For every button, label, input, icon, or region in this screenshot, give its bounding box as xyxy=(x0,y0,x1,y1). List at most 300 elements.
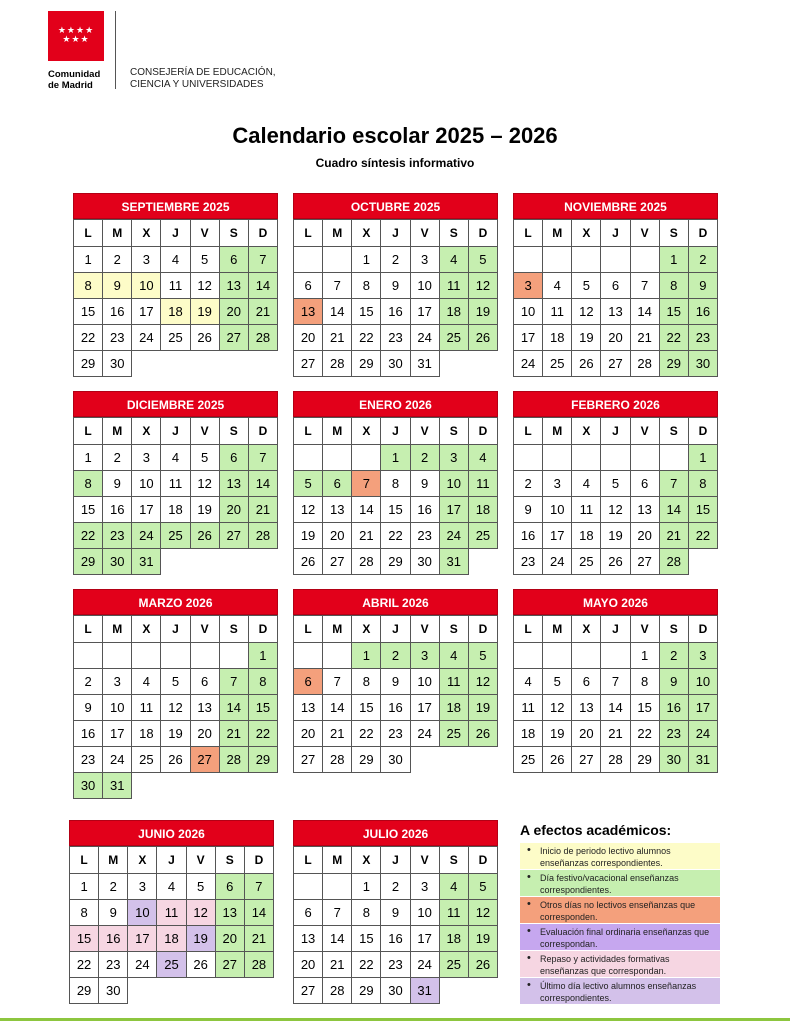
empty-cell xyxy=(323,247,352,273)
day-cell: 2 xyxy=(103,445,132,471)
day-cell: 25 xyxy=(161,325,190,351)
day-cell: 9 xyxy=(381,273,410,299)
empty-cell xyxy=(468,747,497,773)
day-cell: 25 xyxy=(439,721,468,747)
month-calendar xyxy=(73,391,278,575)
day-cell: 28 xyxy=(601,747,630,773)
legend-item: • Evaluación final ordinaria enseñanzas que correspondan. xyxy=(520,924,720,950)
day-cell: 8 xyxy=(659,273,688,299)
weekday-header: X xyxy=(572,220,601,247)
day-cell: 27 xyxy=(294,978,323,1004)
weekday-header: D xyxy=(248,418,277,445)
month-header: FEBRERO 2026 xyxy=(513,391,718,417)
day-cell: 29 xyxy=(352,978,381,1004)
day-cell: 26 xyxy=(468,721,497,747)
day-cell: 4 xyxy=(161,247,190,273)
weekday-header: S xyxy=(219,616,248,643)
weekday-header: D xyxy=(468,220,497,247)
weekday-header: D xyxy=(244,847,273,874)
empty-cell xyxy=(190,773,219,799)
day-cell: 2 xyxy=(410,445,439,471)
day-cell: 6 xyxy=(572,669,601,695)
day-cell: 25 xyxy=(132,747,161,773)
weekday-header: L xyxy=(74,418,103,445)
weekday-header: M xyxy=(543,220,572,247)
day-cell: 29 xyxy=(352,747,381,773)
day-cell: 19 xyxy=(543,721,572,747)
day-cell: 23 xyxy=(99,952,128,978)
day-cell: 15 xyxy=(74,299,103,325)
day-cell: 19 xyxy=(161,721,190,747)
day-cell: 17 xyxy=(128,926,157,952)
day-cell: 4 xyxy=(543,273,572,299)
day-cell: 13 xyxy=(294,695,323,721)
day-cell: 16 xyxy=(381,299,410,325)
day-cell: 30 xyxy=(103,351,132,377)
day-cell: 11 xyxy=(161,273,190,299)
day-cell: 25 xyxy=(514,747,543,773)
day-cell: 12 xyxy=(601,497,630,523)
day-cell: 30 xyxy=(103,549,132,575)
empty-cell xyxy=(132,351,161,377)
weekday-header: M xyxy=(323,220,352,247)
day-cell: 8 xyxy=(381,471,410,497)
day-cell: 31 xyxy=(132,549,161,575)
weekday-header: M xyxy=(323,847,352,874)
month-calendar xyxy=(73,193,278,377)
day-cell: 17 xyxy=(410,695,439,721)
day-cell: 13 xyxy=(572,695,601,721)
day-cell: 12 xyxy=(572,299,601,325)
day-cell: 3 xyxy=(410,874,439,900)
day-cell: 5 xyxy=(161,669,190,695)
month-grid xyxy=(513,219,718,377)
day-cell: 5 xyxy=(572,273,601,299)
day-cell: 30 xyxy=(381,747,410,773)
day-cell: 31 xyxy=(410,978,439,1004)
weekday-header: S xyxy=(439,418,468,445)
month-header: DICIEMBRE 2025 xyxy=(73,391,278,417)
day-cell: 21 xyxy=(248,497,277,523)
weekday-header: M xyxy=(99,847,128,874)
day-cell: 2 xyxy=(381,874,410,900)
day-cell: 1 xyxy=(70,874,99,900)
legend-item: • Último día lectivo alumnos enseñanzas correspondientes. xyxy=(520,978,720,1004)
empty-cell xyxy=(161,351,190,377)
weekday-header: V xyxy=(410,616,439,643)
month-header: SEPTIEMBRE 2025 xyxy=(73,193,278,219)
page-title: Calendario escolar 2025 – 2026 xyxy=(232,123,558,148)
day-cell: 1 xyxy=(74,445,103,471)
day-cell: 6 xyxy=(294,669,323,695)
day-cell: 24 xyxy=(103,747,132,773)
day-cell: 31 xyxy=(688,747,717,773)
legend xyxy=(520,822,720,1005)
day-cell: 7 xyxy=(630,273,659,299)
day-cell: 14 xyxy=(248,273,277,299)
weekday-header: M xyxy=(323,616,352,643)
day-cell: 1 xyxy=(381,445,410,471)
empty-cell xyxy=(323,445,352,471)
day-cell: 20 xyxy=(215,926,244,952)
weekday-header: X xyxy=(352,220,381,247)
empty-cell xyxy=(132,643,161,669)
empty-cell xyxy=(186,978,215,1004)
day-cell: 27 xyxy=(572,747,601,773)
month-calendar xyxy=(293,820,498,1004)
weekday-header: M xyxy=(103,418,132,445)
day-cell: 8 xyxy=(74,273,103,299)
day-cell: 26 xyxy=(601,549,630,575)
day-cell: 11 xyxy=(572,497,601,523)
month-header: ENERO 2026 xyxy=(293,391,498,417)
day-cell: 28 xyxy=(659,549,688,575)
day-cell: 14 xyxy=(219,695,248,721)
empty-cell xyxy=(410,747,439,773)
day-cell: 14 xyxy=(323,926,352,952)
weekday-header: M xyxy=(543,418,572,445)
day-cell: 20 xyxy=(572,721,601,747)
empty-cell xyxy=(294,445,323,471)
day-cell: 27 xyxy=(294,747,323,773)
day-cell: 16 xyxy=(74,721,103,747)
day-cell: 12 xyxy=(468,669,497,695)
empty-cell xyxy=(572,643,601,669)
day-cell: 23 xyxy=(381,721,410,747)
month-header: OCTUBRE 2025 xyxy=(293,193,498,219)
day-cell: 3 xyxy=(410,643,439,669)
day-cell: 30 xyxy=(99,978,128,1004)
empty-cell xyxy=(659,445,688,471)
weekday-header: J xyxy=(381,418,410,445)
weekday-header: J xyxy=(601,418,630,445)
weekday-header: S xyxy=(439,220,468,247)
month-grid xyxy=(293,846,498,1004)
day-cell: 15 xyxy=(688,497,717,523)
day-cell: 24 xyxy=(439,523,468,549)
day-cell: 11 xyxy=(157,900,186,926)
day-cell: 28 xyxy=(323,351,352,377)
day-cell: 13 xyxy=(190,695,219,721)
weekday-header: D xyxy=(688,616,717,643)
day-cell: 10 xyxy=(543,497,572,523)
day-cell: 22 xyxy=(688,523,717,549)
day-cell: 20 xyxy=(630,523,659,549)
day-cell: 26 xyxy=(294,549,323,575)
weekday-header: J xyxy=(601,220,630,247)
weekday-header: V xyxy=(410,847,439,874)
day-cell: 11 xyxy=(161,471,190,497)
weekday-header: D xyxy=(688,220,717,247)
month-calendar xyxy=(293,589,498,773)
day-cell: 13 xyxy=(323,497,352,523)
day-cell: 25 xyxy=(439,952,468,978)
day-cell: 6 xyxy=(323,471,352,497)
day-cell: 12 xyxy=(161,695,190,721)
day-cell: 21 xyxy=(601,721,630,747)
day-cell: 17 xyxy=(132,299,161,325)
day-cell: 18 xyxy=(132,721,161,747)
bottom-divider xyxy=(0,1018,790,1021)
day-cell: 18 xyxy=(157,926,186,952)
day-cell: 3 xyxy=(103,669,132,695)
day-cell: 4 xyxy=(157,874,186,900)
empty-cell xyxy=(219,351,248,377)
empty-cell xyxy=(248,549,277,575)
month-header: JULIO 2026 xyxy=(293,820,498,846)
empty-cell xyxy=(161,643,190,669)
madrid-flag-icon xyxy=(48,11,104,61)
day-cell: 26 xyxy=(468,952,497,978)
day-cell: 2 xyxy=(99,874,128,900)
day-cell: 1 xyxy=(659,247,688,273)
day-cell: 31 xyxy=(439,549,468,575)
day-cell: 6 xyxy=(215,874,244,900)
month-calendar xyxy=(513,589,718,773)
empty-cell xyxy=(161,773,190,799)
day-cell: 19 xyxy=(572,325,601,351)
day-cell: 26 xyxy=(572,351,601,377)
day-cell: 14 xyxy=(601,695,630,721)
weekday-header: L xyxy=(294,616,323,643)
day-cell: 23 xyxy=(381,952,410,978)
day-cell: 13 xyxy=(219,471,248,497)
empty-cell xyxy=(572,445,601,471)
weekday-header: J xyxy=(157,847,186,874)
day-cell: 7 xyxy=(244,874,273,900)
day-cell: 31 xyxy=(410,351,439,377)
weekday-header: L xyxy=(294,418,323,445)
day-cell: 25 xyxy=(157,952,186,978)
day-cell: 23 xyxy=(103,325,132,351)
day-cell: 27 xyxy=(190,747,219,773)
empty-cell xyxy=(190,549,219,575)
weekday-header: X xyxy=(132,220,161,247)
day-cell: 7 xyxy=(323,273,352,299)
weekday-header: D xyxy=(248,220,277,247)
empty-cell xyxy=(572,247,601,273)
weekday-header: D xyxy=(468,418,497,445)
day-cell: 10 xyxy=(688,669,717,695)
day-cell: 10 xyxy=(410,669,439,695)
empty-cell xyxy=(601,643,630,669)
weekday-header: M xyxy=(103,220,132,247)
weekday-header: D xyxy=(468,616,497,643)
day-cell: 14 xyxy=(244,900,273,926)
weekday-header: L xyxy=(70,847,99,874)
empty-cell xyxy=(439,351,468,377)
month-grid xyxy=(73,417,278,575)
day-cell: 24 xyxy=(410,325,439,351)
day-cell: 1 xyxy=(688,445,717,471)
legend-item: • Otros días no lectivos enseñanzas que corresponden. xyxy=(520,897,720,923)
month-calendar xyxy=(513,391,718,575)
day-cell: 23 xyxy=(381,325,410,351)
day-cell: 30 xyxy=(381,978,410,1004)
day-cell: 22 xyxy=(630,721,659,747)
day-cell: 8 xyxy=(352,900,381,926)
day-cell: 15 xyxy=(352,299,381,325)
day-cell: 22 xyxy=(381,523,410,549)
day-cell: 25 xyxy=(161,523,190,549)
day-cell: 30 xyxy=(659,747,688,773)
day-cell: 5 xyxy=(543,669,572,695)
day-cell: 2 xyxy=(514,471,543,497)
day-cell: 11 xyxy=(439,669,468,695)
day-cell: 17 xyxy=(514,325,543,351)
empty-cell xyxy=(688,549,717,575)
day-cell: 7 xyxy=(352,471,381,497)
day-cell: 27 xyxy=(219,523,248,549)
day-cell: 15 xyxy=(248,695,277,721)
month-grid xyxy=(73,615,278,799)
weekday-header: V xyxy=(186,847,215,874)
day-cell: 1 xyxy=(74,247,103,273)
day-cell: 31 xyxy=(103,773,132,799)
weekday-header: V xyxy=(630,616,659,643)
weekday-header: X xyxy=(572,616,601,643)
month-header: MAYO 2026 xyxy=(513,589,718,615)
day-cell: 6 xyxy=(219,247,248,273)
day-cell: 12 xyxy=(294,497,323,523)
day-cell: 25 xyxy=(543,351,572,377)
day-cell: 4 xyxy=(439,874,468,900)
day-cell: 7 xyxy=(659,471,688,497)
day-cell: 21 xyxy=(323,952,352,978)
weekday-header: S xyxy=(439,616,468,643)
day-cell: 5 xyxy=(190,247,219,273)
empty-cell xyxy=(543,247,572,273)
month-grid xyxy=(513,615,718,773)
weekday-header: D xyxy=(468,847,497,874)
day-cell: 27 xyxy=(219,325,248,351)
day-cell: 6 xyxy=(190,669,219,695)
day-cell: 9 xyxy=(514,497,543,523)
empty-cell xyxy=(630,445,659,471)
day-cell: 21 xyxy=(630,325,659,351)
day-cell: 23 xyxy=(659,721,688,747)
day-cell: 21 xyxy=(219,721,248,747)
day-cell: 24 xyxy=(410,721,439,747)
day-cell: 19 xyxy=(190,497,219,523)
day-cell: 7 xyxy=(323,669,352,695)
empty-cell xyxy=(215,978,244,1004)
day-cell: 3 xyxy=(543,471,572,497)
day-cell: 29 xyxy=(74,351,103,377)
day-cell: 4 xyxy=(439,643,468,669)
day-cell: 24 xyxy=(132,325,161,351)
day-cell: 12 xyxy=(190,273,219,299)
day-cell: 24 xyxy=(128,952,157,978)
weekday-header: S xyxy=(659,220,688,247)
day-cell: 22 xyxy=(659,325,688,351)
weekday-header: L xyxy=(514,418,543,445)
legend-item: • Repaso y actividades formativas enseñanzas que correspondan. xyxy=(520,951,720,977)
day-cell: 19 xyxy=(190,299,219,325)
day-cell: 28 xyxy=(352,549,381,575)
day-cell: 4 xyxy=(572,471,601,497)
day-cell: 7 xyxy=(323,900,352,926)
day-cell: 12 xyxy=(468,900,497,926)
day-cell: 27 xyxy=(323,549,352,575)
day-cell: 11 xyxy=(468,471,497,497)
day-cell: 16 xyxy=(103,497,132,523)
day-cell: 5 xyxy=(468,247,497,273)
day-cell: 29 xyxy=(381,549,410,575)
day-cell: 20 xyxy=(219,299,248,325)
day-cell: 9 xyxy=(381,669,410,695)
day-cell: 8 xyxy=(70,900,99,926)
empty-cell xyxy=(439,747,468,773)
month-grid xyxy=(293,219,498,377)
day-cell: 13 xyxy=(294,299,323,325)
day-cell: 10 xyxy=(410,273,439,299)
weekday-header: J xyxy=(381,616,410,643)
empty-cell xyxy=(294,247,323,273)
legend-item: • Inicio de periodo lectivo alumnos enseñanzas correspondientes. xyxy=(520,843,720,869)
day-cell: 1 xyxy=(352,247,381,273)
day-cell: 30 xyxy=(688,351,717,377)
weekday-header: M xyxy=(103,616,132,643)
day-cell: 27 xyxy=(294,351,323,377)
empty-cell xyxy=(190,351,219,377)
day-cell: 17 xyxy=(103,721,132,747)
weekday-header: S xyxy=(215,847,244,874)
day-cell: 9 xyxy=(688,273,717,299)
day-cell: 13 xyxy=(215,900,244,926)
day-cell: 14 xyxy=(323,695,352,721)
weekday-header: X xyxy=(352,616,381,643)
day-cell: 2 xyxy=(381,643,410,669)
day-cell: 9 xyxy=(74,695,103,721)
day-cell: 30 xyxy=(410,549,439,575)
day-cell: 28 xyxy=(248,523,277,549)
day-cell: 21 xyxy=(244,926,273,952)
weekday-header: D xyxy=(688,418,717,445)
empty-cell xyxy=(468,351,497,377)
day-cell: 23 xyxy=(410,523,439,549)
empty-cell xyxy=(248,351,277,377)
weekday-header: X xyxy=(132,418,161,445)
day-cell: 5 xyxy=(186,874,215,900)
day-cell: 5 xyxy=(468,874,497,900)
day-cell: 22 xyxy=(74,325,103,351)
day-cell: 4 xyxy=(514,669,543,695)
weekday-header: J xyxy=(381,847,410,874)
day-cell: 26 xyxy=(161,747,190,773)
day-cell: 17 xyxy=(543,523,572,549)
empty-cell xyxy=(248,773,277,799)
weekday-header: S xyxy=(659,418,688,445)
day-cell: 10 xyxy=(128,900,157,926)
weekday-header: L xyxy=(74,220,103,247)
empty-cell xyxy=(219,773,248,799)
day-cell: 28 xyxy=(323,747,352,773)
day-cell: 14 xyxy=(248,471,277,497)
month-calendar xyxy=(293,193,498,377)
day-cell: 10 xyxy=(514,299,543,325)
day-cell: 27 xyxy=(630,549,659,575)
day-cell: 26 xyxy=(190,325,219,351)
day-cell: 18 xyxy=(468,497,497,523)
weekday-header: X xyxy=(352,847,381,874)
day-cell: 7 xyxy=(601,669,630,695)
day-cell: 29 xyxy=(630,747,659,773)
month-header: JUNIO 2026 xyxy=(69,820,274,846)
day-cell: 15 xyxy=(70,926,99,952)
day-cell: 14 xyxy=(323,299,352,325)
day-cell: 30 xyxy=(381,351,410,377)
